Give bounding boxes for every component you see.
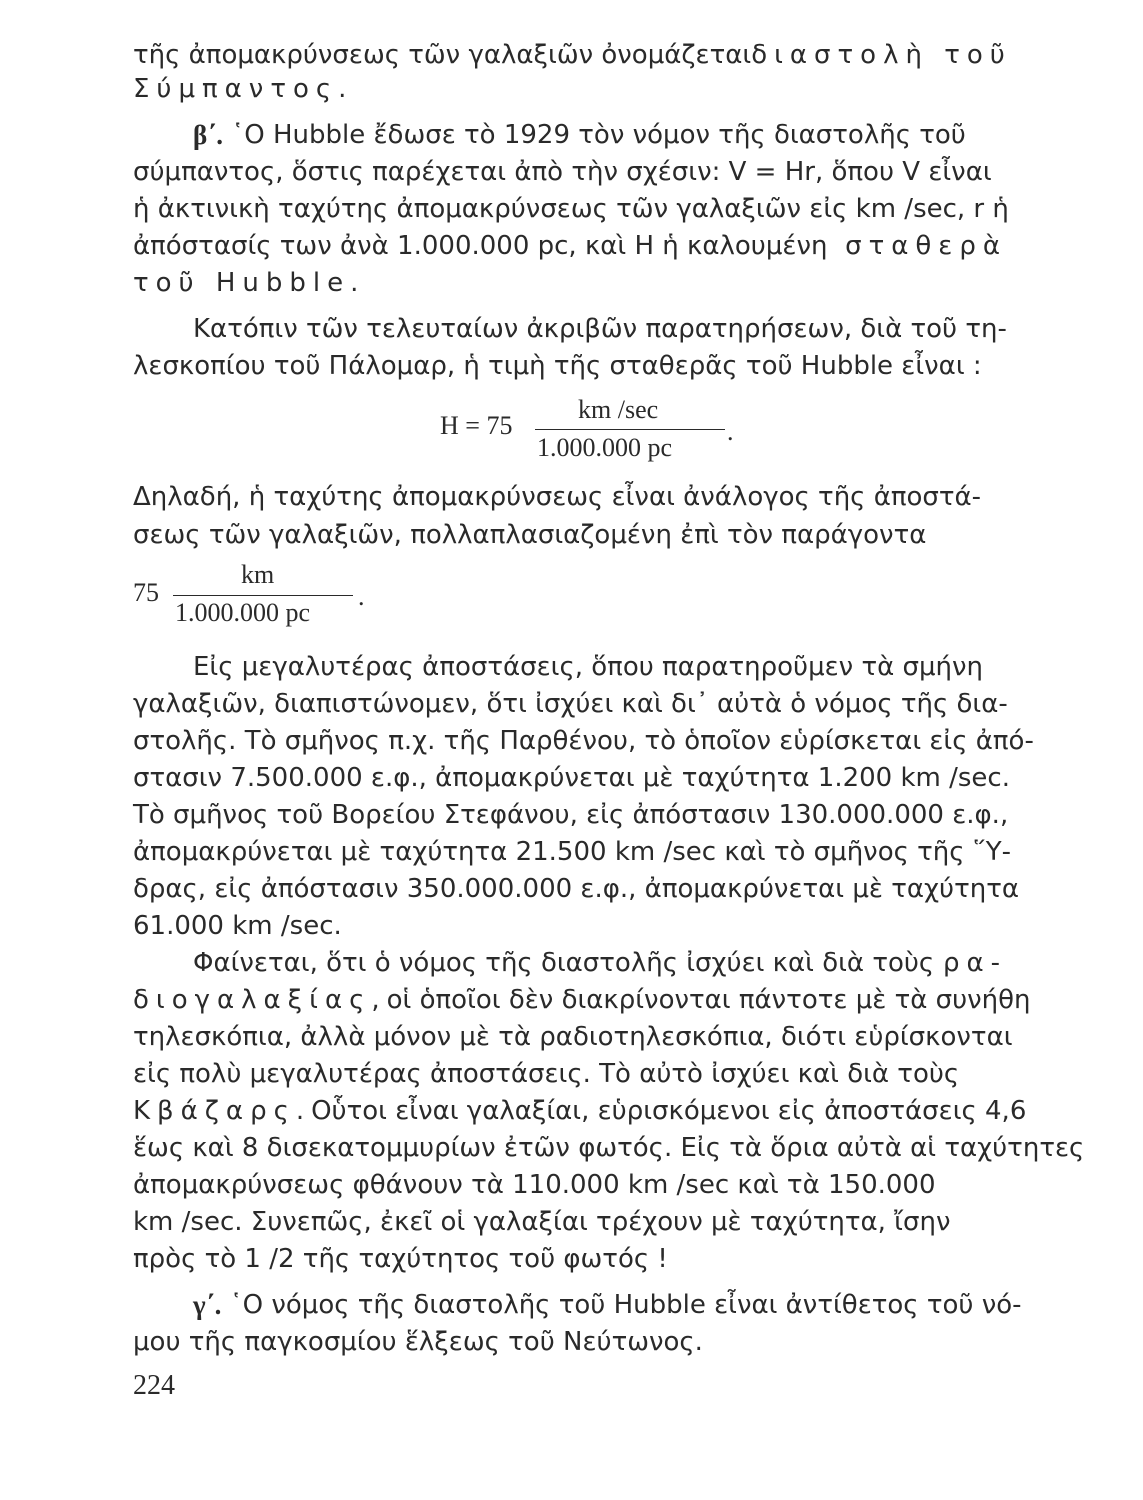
text-line [133, 266, 1007, 300]
line-text: ἀπομακρύνσεως φθάνουν τὰ 110.000 km /sec καὶ τὰ 150.000 [133, 1170, 936, 1200]
line-text: ἕως καὶ 8 δισεκατομμυρίων ἐτῶν φωτός. Εἰς τὰ ὅρια αὐτὰ αἱ ταχύτητες [133, 1133, 1085, 1163]
item-marker: β΄. [193, 120, 223, 150]
line-text: δρας, εἰς ἀπόστασιν 350.000.000 ε.φ., ἀπομακρύνεται μὲ ταχύτητα [133, 874, 1020, 904]
line-text: ῾Ο Hubble ἔδωσε τὸ 1929 τὸν νόμον τῆς διαστολῆς τοῦ [231, 120, 966, 150]
formula-numerator: km [241, 560, 275, 589]
text-line [133, 1325, 1007, 1359]
text-line [133, 798, 1007, 832]
spaced-emphasis: διογαλαξίας, [133, 985, 387, 1015]
formula-period: . [358, 582, 365, 611]
line-text: ἡ ἀκτινικὴ ταχύτης ἀπομακρύνσεως τῶν γαλαξιῶν εἰς km /sec, r ἡ [133, 194, 1009, 224]
line-text: σύμπαντος, ὅστις παρέχεται ἀπὸ τὴν σχέσιν: V = Hr, ὅπου V εἶναι [133, 157, 992, 187]
text-line [193, 1288, 1022, 1322]
text-line [193, 312, 1007, 346]
line-text: λεσκοπίου τοῦ Πάλομαρ, ἡ τιμὴ τῆς σταθερᾶς τοῦ Hubble εἶναι : [133, 351, 982, 381]
text-line [133, 835, 1012, 869]
spaced-emphasis: Σύμπαντος. [133, 74, 354, 104]
spaced-emphasis: διαστολὴ τοῦ [751, 40, 1012, 70]
text-line [133, 1131, 1085, 1165]
line-text: τῆς ἀπομακρύνσεως τῶν γαλαξιῶν ὀνομάζεται [133, 40, 752, 70]
line-text: Φαίνεται, ὅτι ὁ νόμος τῆς διαστολῆς ἰσχύει καὶ διὰ τοὺς [193, 948, 935, 978]
text-line [193, 650, 1007, 684]
fraction-bar [173, 595, 353, 596]
formula-denominator: 1.000.000 pc [537, 433, 673, 462]
text-line [133, 518, 1007, 552]
line-text: ἀπομακρύνεται μὲ ταχύτητα 21.500 km /sec καὶ τὸ σμῆνος τῆς ῞Υ- [133, 837, 1012, 867]
text-line [133, 38, 1012, 72]
fraction-bar [535, 429, 725, 430]
text-line [193, 118, 1007, 152]
spaced-emphasis: Κβάζαρς. [133, 1096, 312, 1126]
factor-formula [133, 560, 393, 635]
text-line [133, 1242, 1007, 1276]
text-line [133, 909, 1007, 943]
spaced-emphasis: σταθερὰ [845, 231, 1007, 261]
formula-period: . [727, 417, 734, 446]
text-line [133, 724, 1034, 758]
text-line [193, 946, 1007, 980]
line-text: Κατόπιν τῶν τελευταίων ἀκριβῶν παρατηρήσεων, διὰ τοῦ τη- [193, 314, 1007, 344]
line-text: μου τῆς παγκοσμίου ἕλξεως τοῦ Νεύτωνος. [133, 1327, 703, 1357]
text-line [133, 983, 1031, 1017]
item-marker: γ΄. [193, 1290, 222, 1320]
text-line [133, 761, 1010, 795]
line-text: στολῆς. Τὸ σμῆνος π.χ. τῆς Παρθένου, τὸ ὁποῖον εὑρίσκεται εἰς ἀπό- [133, 726, 1034, 756]
line-text: οἱ ὁποῖοι δὲν διακρίνονται πάντοτε μὲ τὰ συνήθη [386, 985, 1031, 1015]
text-line [133, 1205, 1007, 1239]
line-text: Εἰς μεγαλυτέρας ἀποστάσεις, ὅπου παρατηροῦμεν τὰ σμήνη [193, 652, 984, 682]
line-text: εἰς πολὺ μεγαλυτέρας ἀποστάσεις. Τὸ αὐτὸ ἰσχύει καὶ διὰ τοὺς [133, 1059, 960, 1089]
text-line [133, 1057, 1007, 1091]
line-text: στασιν 7.500.000 ε.φ., ἀπομακρύνεται μὲ ταχύτητα 1.200 km /sec. [133, 763, 1010, 793]
spaced-emphasis: τοῦ Hubble. [133, 268, 366, 298]
text-line [133, 229, 1007, 263]
text-line [133, 687, 1007, 721]
formula-lhs: 75 [133, 578, 159, 607]
line-text: γαλαξιῶν, διαπιστώνομεν, ὅτι ἰσχύει καὶ δι᾽ αὐτὰ ὁ νόμος τῆς δια- [133, 689, 1008, 719]
formula-lhs: H = 75 [440, 411, 513, 440]
line-text: ῾Ο νόμος τῆς διαστολῆς τοῦ Hubble εἶναι ἀντίθετος τοῦ νό- [229, 1290, 1022, 1320]
spaced-emphasis: ρα- [942, 948, 1007, 978]
formula-numerator: km /sec [578, 395, 659, 424]
text-line [133, 1168, 1007, 1202]
line-text: Οὗτοι εἶναι γαλαξίαι, εὑρισκόμενοι εἰς ἀποστάσεις 4,6 [311, 1096, 1027, 1126]
text-line [133, 1020, 1013, 1054]
line-text: 61.000 km /sec. [133, 911, 342, 941]
line-text: πρὸς τὸ 1 /2 τῆς ταχύτητος τοῦ φωτός ! [133, 1244, 668, 1274]
text-line [133, 192, 1007, 226]
text-line [133, 872, 1020, 906]
text-line [133, 480, 1007, 514]
line-text: τηλεσκόπια, ἀλλὰ μόνον μὲ τὰ ραδιοτηλεσκόπια, διότι εὑρίσκονται [133, 1022, 1013, 1052]
line-text: ἀπόστασίς των ἀνὰ 1.000.000 pc, καὶ H ἡ καλουμένη [133, 231, 828, 261]
line-text: σεως τῶν γαλαξιῶν, πολλαπλασιαζομένη ἐπὶ τὸν παράγοντα [133, 520, 927, 550]
line-text: Δηλαδή, ἡ ταχύτης ἀπομακρύνσεως εἶναι ἀνάλογος τῆς ἀποστά- [133, 482, 982, 512]
text-line [133, 155, 1007, 189]
line-text: Τὸ σμῆνος τοῦ Βορείου Στεφάνου, εἰς ἀπόστασιν 130.000.000 ε.φ., [133, 800, 1009, 830]
hubble-constant-formula [440, 395, 740, 470]
line-text: km /sec. Συνεπῶς, ἐκεῖ οἱ γαλαξίαι τρέχουν μὲ ταχύτητα, ἴσην [133, 1207, 951, 1237]
formula-denominator: 1.000.000 pc [175, 598, 311, 627]
text-line [133, 72, 1007, 106]
text-line [133, 1094, 1027, 1128]
page-number: 224 [133, 1370, 175, 1401]
text-line [133, 349, 1007, 383]
